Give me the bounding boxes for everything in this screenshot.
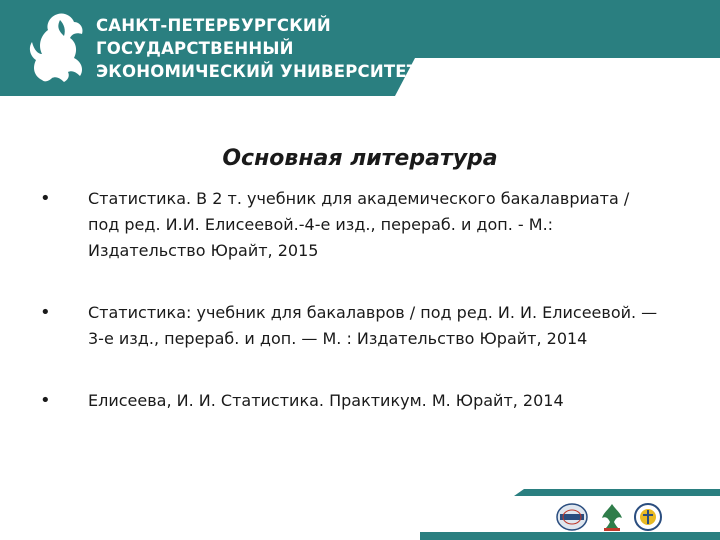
list-item	[40, 186, 660, 264]
list-item	[40, 388, 660, 414]
university-name-line: ЭКОНОМИЧЕСКИЙ УНИВЕРСИТЕТ	[96, 62, 419, 81]
list-item-text: Статистика: учебник для бакалавров / под ред. И. И. Елисеевой. — 3-е изд., перераб. и доп. — М. : Издательство Юрайт, 2014	[88, 303, 658, 348]
partner-logo-2-icon	[596, 502, 628, 532]
griffin-logo-icon	[24, 10, 92, 84]
footer-band	[420, 532, 720, 540]
university-name-line: САНКТ-ПЕТЕРБУРГСКИЙ	[96, 16, 331, 35]
literature-list	[40, 186, 660, 414]
partner-logo-1-icon	[556, 502, 588, 532]
partner-logo-3-icon	[632, 502, 664, 532]
university-name	[96, 14, 418, 83]
university-name-line: ГОСУДАРСТВЕННЫЙ	[96, 39, 294, 58]
bullet: •	[40, 188, 51, 209]
slide-title: Основная литература	[222, 146, 498, 171]
list-item-text: Статистика. В 2 т. учебник для академического бакалавриата /под ред. И.И. Елисеевой.-4-е изд., перераб. и доп. - М.: Издательство Юрайт, 2015	[88, 189, 630, 260]
list-item	[40, 300, 660, 352]
bullet: •	[40, 390, 51, 411]
bullet: •	[40, 302, 51, 323]
list-item-text: Елисеева, И. И. Статистика. Практикум. М. Юрайт, 2014	[88, 391, 564, 410]
footer-divider	[514, 489, 720, 496]
